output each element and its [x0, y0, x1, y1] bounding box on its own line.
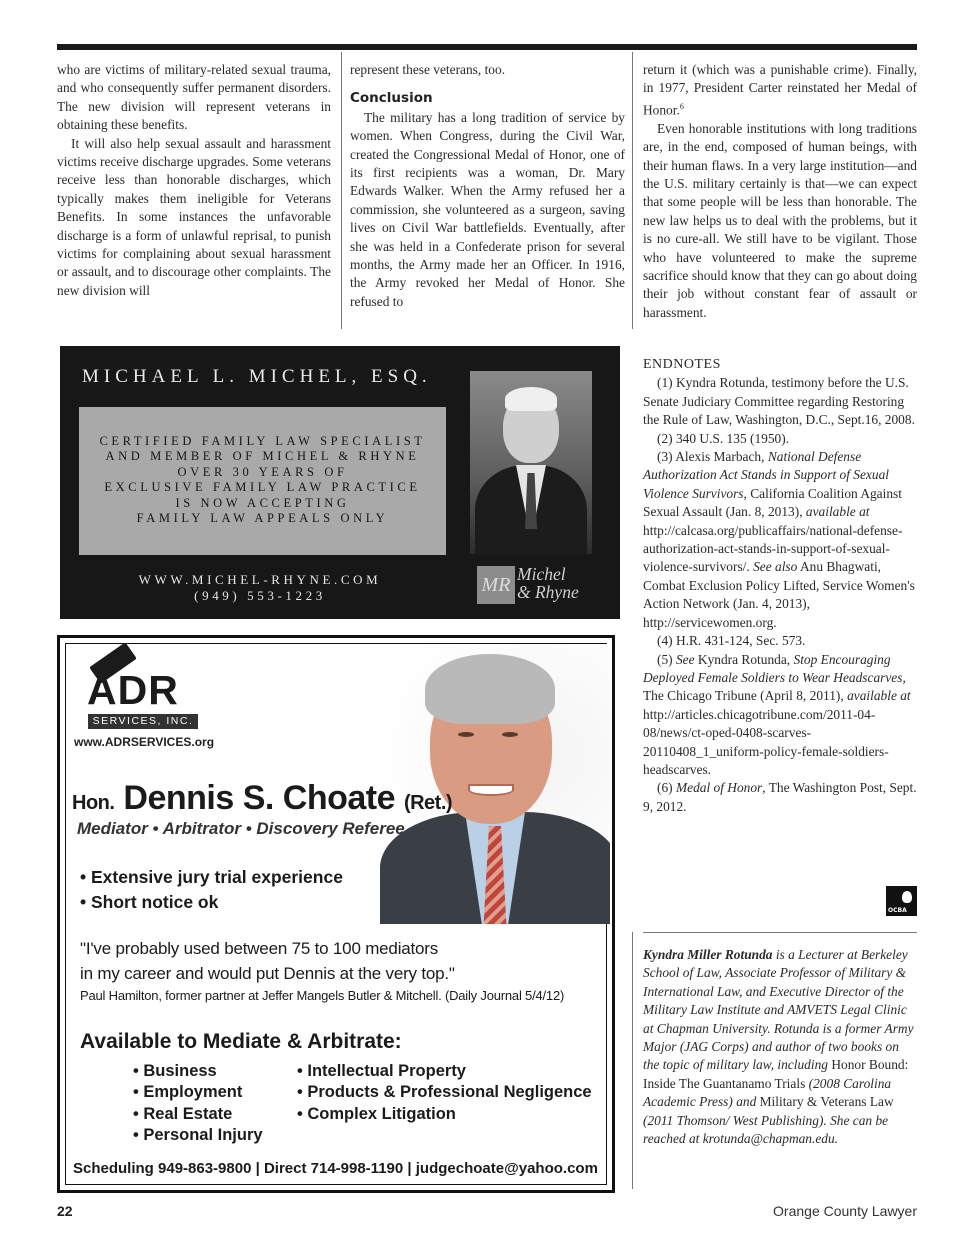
practice-area: • Real Estate [133, 1104, 233, 1123]
highlights [80, 865, 343, 915]
adr-logo: ADR [87, 667, 179, 713]
endnote-link: http://calcasa.org/publicaffairs/national-defense-authorization-act-stands-in-support-of-sexual-violence-survivors/. [643, 522, 903, 575]
paragraph: who are victims of military-related sexual trauma, and who consequently suffer permanent disorders. The new division will represent veterans in obtaining these benefits. [57, 62, 331, 133]
practice-areas-right [297, 1061, 592, 1125]
mediator-name [72, 778, 452, 823]
mediator-roles: Mediator • Arbitrator • Discovery Referee [77, 819, 405, 838]
endnote-signal: See [675, 651, 695, 667]
adr-website-link[interactable]: www.ADRSERVICES.org [74, 735, 215, 749]
credentials-box [79, 407, 446, 555]
paragraph-text: return it (which was a punishable crime). Finally, in 1977, President Carter reinstated her Medal of Honor. [643, 62, 917, 118]
practice-area: • Products & Professional Negligence [297, 1083, 592, 1102]
endnote-1: (1) Kyndra Rotunda, testimony before the U.S. Senate Judiciary Committee regarding Restoring the Rule of Law, Washington, D.C., Sept.16, 2008. [643, 375, 915, 428]
logo-text: & Rhyne [517, 582, 579, 602]
logo-text: Michel [517, 564, 566, 584]
credential-line: IS NOW ACCEPTING [175, 495, 350, 510]
column-divider [341, 52, 342, 329]
bio-text: (2011 Thomson/ West Publishing). She can be reached at krotunda@chapman.edu. [643, 1112, 889, 1147]
attorney-portrait [470, 371, 592, 554]
author-bio [643, 946, 917, 1148]
phone-number: (949) 553-1223 [194, 588, 326, 603]
adr-advertisement [57, 635, 615, 1193]
book-title: Military & Veterans Law [759, 1094, 894, 1110]
bio-top-rule [643, 932, 917, 933]
practice-area: • Complex Litigation [297, 1104, 456, 1123]
name-text: Dennis S. Choate [123, 779, 395, 817]
credential-line: FAMILY LAW APPEALS ONLY [136, 511, 389, 526]
paragraph: Even honorable institutions with long traditions are, in the end, composed of human beings, with their human flaws. In a very large institution—and the U.S. military certainly is that—we can expect that some people will be less than honorable. The new law helps us to deal with the problems, but it is no cure-all. We still have to be vigilant. Those who have volunteered to make the supreme sacrifice should know that they can go about doing their job without constant fear of assault or harassment. [643, 120, 917, 320]
endnote-signal: See also [753, 559, 798, 575]
endnote-signal: available at [847, 688, 911, 704]
michel-rhyne-logo [473, 565, 595, 609]
practice-area: • Personal Injury [133, 1126, 263, 1145]
endnote-3 [643, 448, 917, 632]
practice-area: • Employment [133, 1083, 243, 1102]
paragraph: It will also help sexual assault and harassment victims receive discharge upgrades. Some veterans receive less than honorable discharges, which typically makes them ineligible for Veterans Benefits. In some instances the unfavorable discharge is a form of unlawful reprisal, to punish victims for complaining about sexual harassment or assault, and to discourage other complaints. The new division will [57, 135, 331, 298]
adr-services-label: SERVICES, INC. [88, 714, 198, 729]
endnote-signal: available at [805, 504, 870, 520]
endnote-4: (4) H.R. 431-124, Sec. 573. [657, 633, 806, 649]
ocba-logo-text: OCBA [888, 907, 907, 914]
endnote-text: , The Washington Post, Sept. 9, 2012. [643, 780, 917, 814]
practice-areas-left [133, 1061, 263, 1147]
credential-line: EXCLUSIVE FAMILY LAW PRACTICE [104, 480, 421, 495]
paragraph: represent these veterans, too. [350, 62, 506, 77]
article-column-1 [57, 61, 331, 300]
endnote-title: National Defense Authorization Act Stands in Support of Sexual Violence Survivors [643, 449, 889, 501]
credential-line: CERTIFIED FAMILY LAW SPECIALIST [99, 434, 426, 448]
paragraph [643, 61, 917, 120]
quote-line: "I've probably used between 75 to 100 mediators [80, 939, 439, 958]
publication-name: Orange County Lawyer [773, 1203, 917, 1219]
endnote-text: (6) [657, 780, 676, 796]
scheduling-contact: Scheduling 949-863-9800 | Direct 714-998-1190 | judgechoate@yahoo.com [73, 1160, 598, 1177]
quote-line: in my career and would put Dennis at the very top." [80, 964, 455, 983]
credential-line: OVER 30 YEARS OF [177, 464, 348, 479]
bio-divider [632, 932, 633, 1189]
endnote-title: Medal of Honor [675, 780, 763, 796]
highlight-item: • Extensive jury trial experience [80, 867, 343, 887]
bio-text: (2008 Carolina Academic Press) and [643, 1075, 892, 1110]
author-name: Kyndra Miller Rotunda [643, 947, 773, 962]
endnote-text: Kyndra Rotunda, [694, 651, 794, 667]
endnote-6 [643, 779, 917, 816]
bio-text: is a Lecturer at Berkeley School of Law, Associate Professor of Military & International Law, and Executive Director of the Military Law Institute and AMVETS Legal Clinic at Chapman University. Rotunda is a former Army Major (JAG Corps) and author of two books on the topic of military law, including [643, 947, 914, 1073]
michel-advertisement [60, 346, 620, 619]
column-divider [632, 52, 633, 329]
endnote-title: Stop Encouraging Deployed Female Soldiers to Wear Headscarves [643, 651, 903, 685]
article-column-2 [350, 61, 625, 311]
ocba-end-mark-icon [886, 886, 917, 916]
endnote-2: (2) 340 U.S. 135 (1950). [657, 430, 790, 446]
endnote-link: http://articles.chicagotribune.com/2011-04-08/news/ct-oped-0408-scarves-20110408_1_uniform-policy-female-soldiers-headscarves. [643, 706, 889, 777]
page-number: 22 [57, 1203, 73, 1219]
endnotes [643, 356, 917, 816]
retired-label: (Ret.) [403, 792, 453, 814]
footnote-ref: 6 [679, 101, 684, 111]
contact-block [100, 572, 420, 604]
endnote-text: (3) Alexis Marbach, [657, 449, 768, 465]
top-rule [57, 44, 917, 50]
highlight-item: • Short notice ok [80, 892, 219, 912]
article-column-3 [643, 61, 917, 322]
endnote-text: (5) [657, 651, 676, 667]
practice-area: • Business [133, 1062, 217, 1080]
book-title: Honor Bound: Inside The Guantanamo Trials [643, 1057, 909, 1091]
attorney-name: MICHAEL L. MICHEL, ESQ. [82, 366, 432, 387]
endnote-text: Anu Bhagwati, Combat Exclusion Policy Lifted, Service Women's Action Network (Jan. 4, 2013), http://servicewomen.org. [643, 559, 915, 630]
logo-monogram: MR [477, 566, 515, 604]
endnote-text: , California Coalition Against Sexual Assault (Jan. 8, 2013), [643, 485, 902, 520]
practice-area: • Intellectual Property [297, 1062, 466, 1080]
website-link[interactable]: WWW.MICHEL-RHYNE.COM [138, 572, 382, 587]
availability-heading: Available to Mediate & Arbitrate: [80, 1030, 402, 1053]
testimonial-quote [80, 936, 455, 986]
section-heading: Conclusion [350, 90, 433, 107]
endnotes-heading: ENDNOTES [643, 357, 721, 372]
endnote-5 [643, 651, 917, 780]
honorific: Hon. [72, 792, 115, 814]
credential-line: AND MEMBER OF MICHEL & RHYNE [105, 449, 420, 464]
testimonial-attribution: Paul Hamilton, former partner at Jeffer Mangels Butler & Mitchell. (Daily Journal 5/4/12) [80, 988, 565, 1003]
paragraph: The military has a long tradition of service by women. When Congress, during the Civil War, created the Congressional Medal of Honor, one of its first recipients was a woman, Dr. Mary Edwards Walker. When the Army refused her a commission, she volunteered as a surgeon, saving lives on Civil War battlefields. Eventually, after she was held in a Confederate prison for several months, the Army made her an Officer. In 1916, the Army revoked her Medal of Honor. She refused to [350, 109, 625, 309]
endnote-text: , The Chicago Tribune (April 8, 2011), [643, 669, 906, 704]
